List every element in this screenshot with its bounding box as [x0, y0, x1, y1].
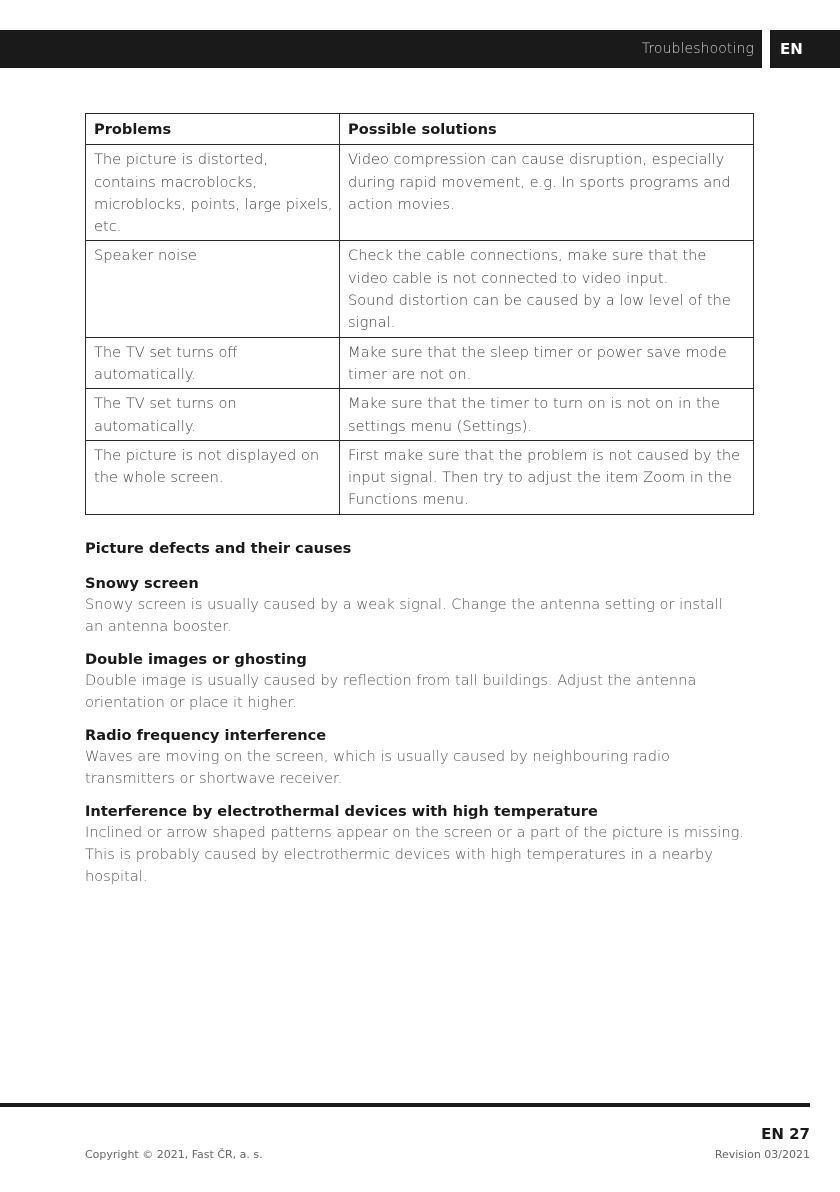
cell-line: action movies.	[348, 195, 455, 213]
cell-line: during rapid movement, e.g. In sports programs and	[348, 173, 731, 191]
solution-cell	[340, 241, 754, 337]
defect-item	[85, 802, 765, 888]
cell-line: Video compression can cause disruption, especially	[348, 151, 725, 169]
defect-heading: Radio frequency interference	[85, 727, 327, 744]
cell-line: Make sure that the sleep timer or power save mode	[348, 343, 727, 361]
text-line: Double image is usually caused by reflection from tall buildings. Adjust the antenna	[85, 672, 697, 689]
cell-line: signal.	[348, 314, 396, 332]
troubleshooting-table	[85, 113, 754, 515]
solution-cell	[340, 440, 754, 514]
defect-description	[85, 746, 765, 790]
cell-line: The TV set turns on	[94, 395, 237, 413]
defect-item	[85, 650, 765, 714]
cell-line: input signal. Then try to adjust the item Zoom in the	[348, 469, 732, 487]
revision-label: Revision 03/2021	[714, 1148, 810, 1161]
table-row	[86, 241, 754, 337]
column-header-problems: Problems	[86, 114, 340, 145]
table-row	[86, 440, 754, 514]
cell-line: The picture is not displayed on	[94, 446, 320, 464]
solution-cell	[340, 389, 754, 441]
table-row	[86, 337, 754, 389]
cell-line: the whole screen.	[94, 469, 224, 487]
section-heading: Picture defects and their causes	[85, 540, 352, 557]
defect-heading: Interference by electrothermal devices with high temperature	[85, 803, 598, 820]
defect-heading: Snowy screen	[85, 575, 199, 592]
cell-line: contains macroblocks,	[94, 173, 258, 191]
page-number: EN 27	[761, 1125, 810, 1143]
cell-line: microblocks, points, large pixels,	[94, 195, 333, 213]
text-line: an antenna booster.	[85, 618, 232, 635]
table-header-row	[86, 114, 754, 145]
copyright-notice: Copyright © 2021, Fast ČR, a. s.	[85, 1148, 263, 1161]
cell-line: First make sure that the problem is not caused by the	[348, 446, 741, 464]
header-bar	[0, 30, 762, 68]
cell-line: video cable is not connected to video input.	[348, 269, 669, 287]
cell-line: Functions menu.	[348, 491, 469, 509]
problem-cell	[86, 145, 340, 241]
text-line: hospital.	[85, 868, 148, 885]
solution-cell	[340, 145, 754, 241]
table-row	[86, 145, 754, 241]
cell-line: Speaker noise	[94, 247, 197, 265]
table-row	[86, 389, 754, 441]
defect-description	[85, 670, 765, 714]
defect-description	[85, 594, 765, 638]
text-line: Snowy screen is usually caused by a weak signal. Change the antenna setting or install	[85, 596, 723, 613]
text-line: Waves are moving on the screen, which is usually caused by neighbouring radio	[85, 748, 670, 765]
defect-item	[85, 726, 765, 790]
cell-line: automatically.	[94, 365, 197, 383]
problem-cell	[86, 337, 340, 389]
cell-line: etc.	[94, 218, 122, 236]
column-header-solutions: Possible solutions	[340, 114, 754, 145]
cell-line: automatically.	[94, 417, 197, 435]
text-line: orientation or place it higher.	[85, 694, 297, 711]
cell-line: Sound distortion can be caused by a low level of the	[348, 292, 731, 310]
language-badge: EN	[770, 30, 840, 68]
text-line: Inclined or arrow shaped patterns appear on the screen or a part of the picture is missing.	[85, 824, 744, 841]
section-label: Troubleshooting	[641, 41, 754, 57]
defect-item	[85, 574, 765, 638]
cell-line: The TV set turns off	[94, 343, 238, 361]
cell-line: Make sure that the timer to turn on is not on in the	[348, 395, 720, 413]
defect-heading: Double images or ghosting	[85, 651, 307, 668]
defect-description	[85, 822, 765, 888]
problem-cell	[86, 440, 340, 514]
problem-cell	[86, 241, 340, 337]
text-line: This is probably caused by electrothermic devices with high temperatures in a nearby	[85, 846, 713, 863]
cell-line: settings menu (Settings).	[348, 417, 533, 435]
footer-rule	[0, 1103, 810, 1107]
cell-line: The picture is distorted,	[94, 151, 268, 169]
cell-line: timer are not on.	[348, 365, 472, 383]
text-line: transmitters or shortwave receiver.	[85, 770, 343, 787]
picture-defects-section	[85, 540, 765, 900]
solution-cell	[340, 337, 754, 389]
cell-line: Check the cable connections, make sure that the	[348, 247, 707, 265]
problem-cell	[86, 389, 340, 441]
